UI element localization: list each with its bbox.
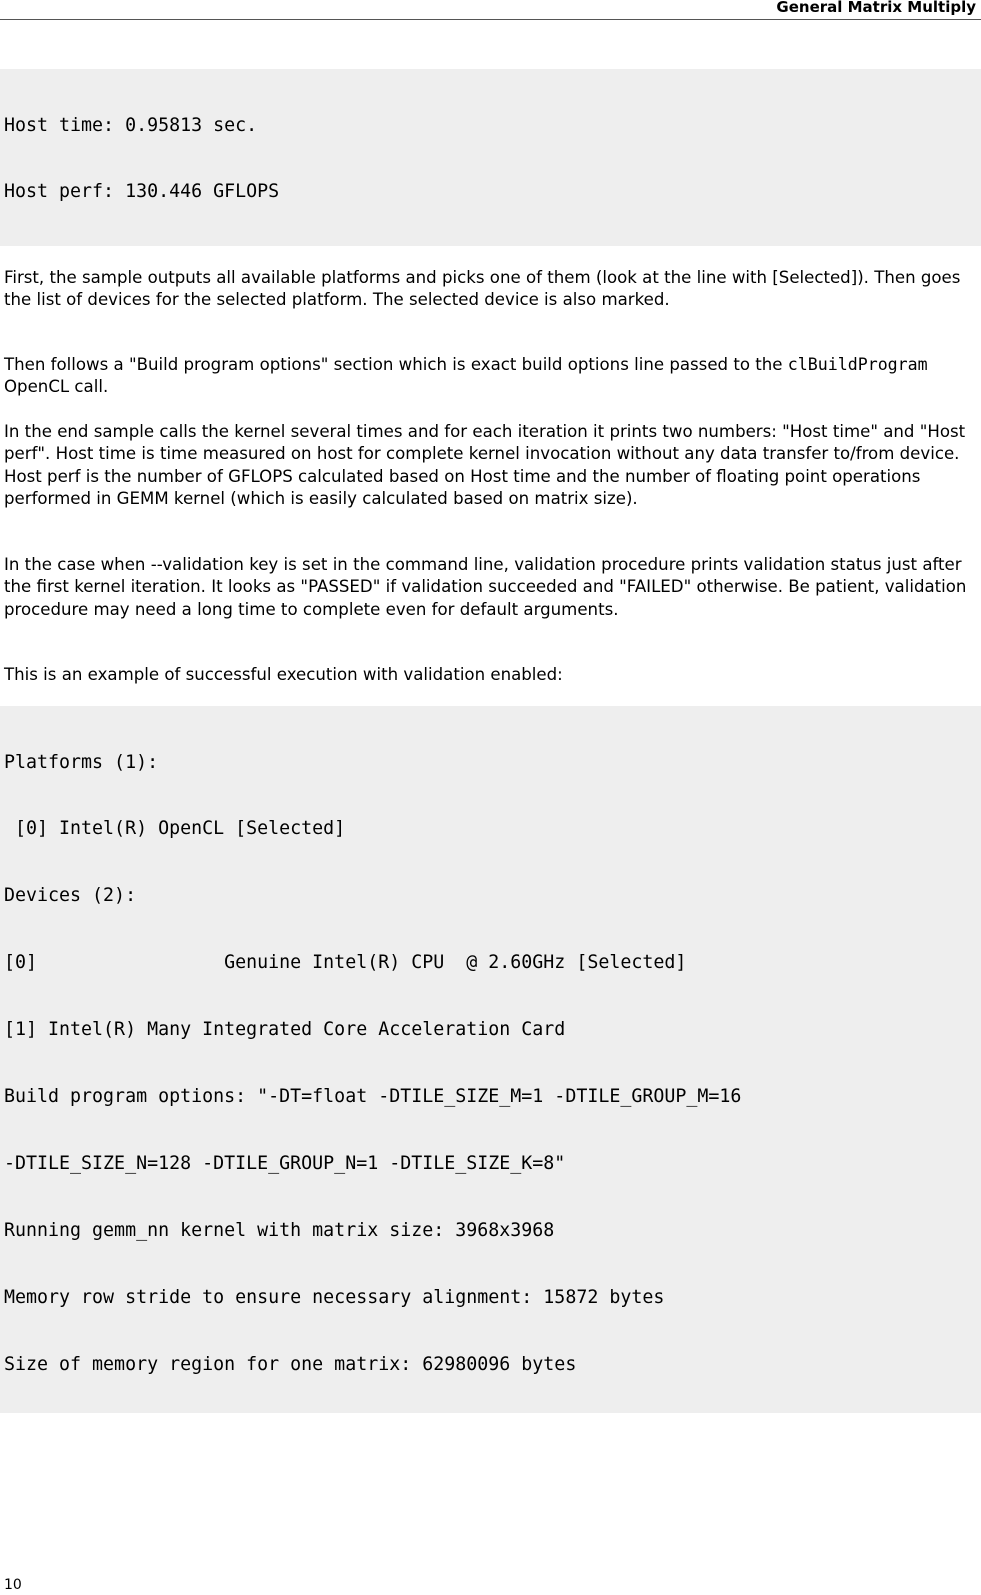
code-line: Host time: 0.95813 sec. [4,114,258,136]
paragraph-example-intro: This is an example of successful execution with validation enabled: [4,665,563,684]
code-line: Size of memory region for one matrix: 62980096 bytes [4,1353,577,1375]
code-line: Platforms (1): [4,751,159,773]
page-header [0,0,981,20]
code-line: Running gemm_nn kernel with matrix size: 3968x3968 [4,1219,555,1241]
code-line: -DTILE_SIZE_N=128 -DTILE_GROUP_N=1 -DTILE_SIZE_K=8" [4,1152,566,1174]
code-line: Host perf: 130.446 GFLOPS [4,181,280,203]
inline-code-clbuildprogram: clBuildProgram [787,355,928,374]
paragraph-validation: In the case when --validation key is set in the command line, validation procedure prints validation status just after the first kernel iteration. It looks as "PASSED" if validation succeeded and "FAILED" otherwise. Be patient, validation procedure may need a long time to complete even for default arguments. [4,555,967,619]
code-line: Devices (2): [4,885,137,907]
code-line: Build program options: "-DT=float -DTILE_SIZE_M=1 -DTILE_GROUP_M=16 [4,1086,742,1108]
code-line: [0] Genuine Intel(R) CPU @ 2.60GHz [Selected] [4,952,687,974]
page-number: 10 [4,1577,22,1593]
paragraph-host-time-perf: In the end sample calls the kernel several times and for each iteration it prints two numbers: "Host time" and "Host perf". Host time is time measured on host for complete kernel invocation without any data transfer to/from device. Host perf is the number of GFLOPS calculated based on Host time and the number of floating point operations performed in GEMM kernel (which is easily calculated based on matrix size). [4,422,966,508]
paragraph-text: Then follows a "Build program options" section which is exact build options line passed to the [4,355,788,374]
paragraph-text: OpenCL call. [4,377,109,397]
code-line: [1] Intel(R) Many Integrated Core Acceleration Card [4,1019,566,1041]
code-line: Memory row stride to ensure necessary alignment: 15872 bytes [4,1286,665,1308]
header-title: General Matrix Multiply [776,0,976,16]
paragraph-build-options [4,354,976,399]
paragraph-platforms: First, the sample outputs all available platforms and picks one of them (look at the line with [Selected]). Then goes the list of devices for the selected platform. The selected device is also marked. [4,268,961,310]
code-block-output-2 [0,706,981,1413]
code-block-output-1 [0,69,981,246]
code-line: [0] Intel(R) OpenCL [Selected] [4,818,346,840]
